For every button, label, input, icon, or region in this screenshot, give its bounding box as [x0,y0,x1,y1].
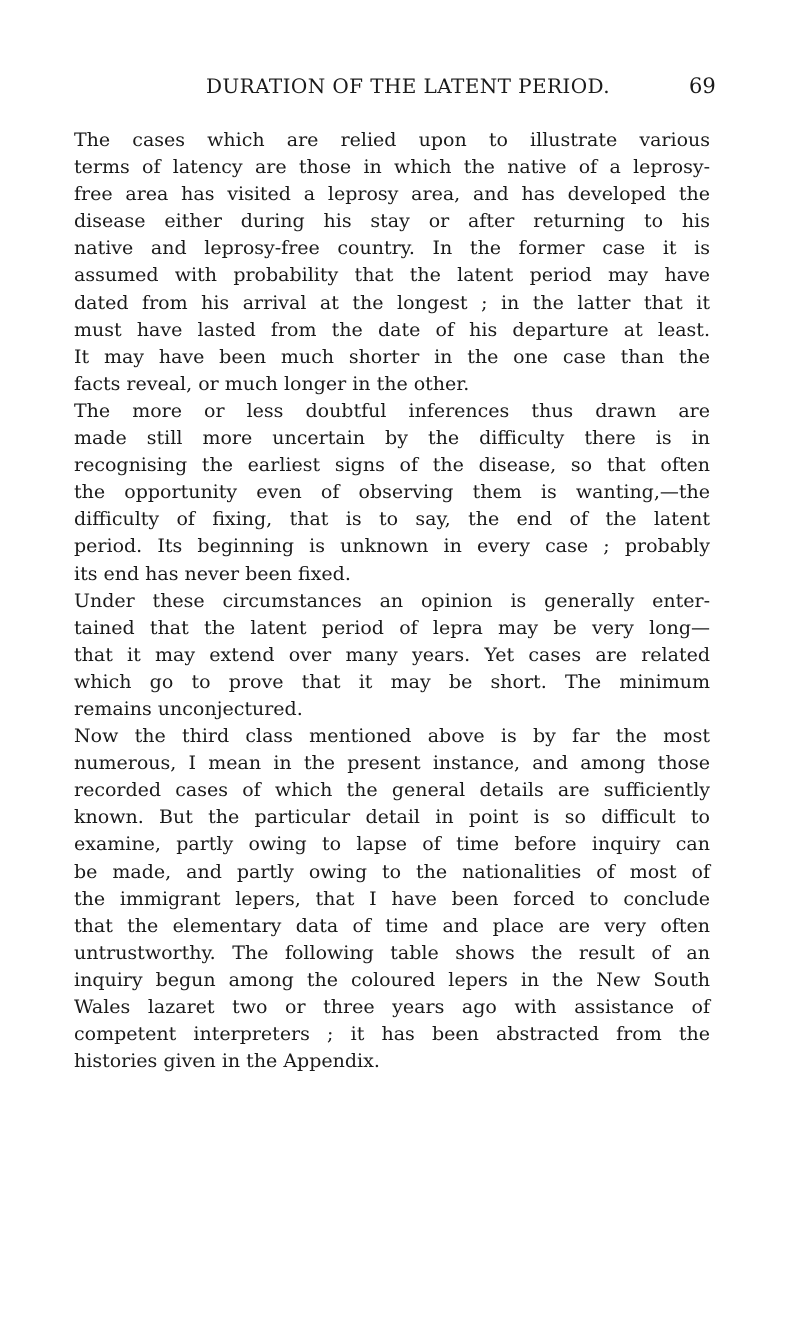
text-line: examine, partly owing to lapse of time before inquiry can [74,833,710,856]
text-line: the immigrant lepers, that I have been forced to conclude [74,887,710,910]
text-line: It may have been much shorter in the one case than the [74,345,710,368]
text-line: native and leprosy-free country. In the former case it is [74,237,710,260]
text-line: its end has never been fixed. [74,562,351,585]
text-line: Wales lazaret two or three years ago with assistance of [74,996,710,1018]
text-line: period. Its beginning is unknown in every case ; probably [74,535,710,558]
text-line: The cases which are relied upon to illustrate various [74,129,710,151]
text-line: known. But the particular detail in point is so difficult to [74,806,710,829]
text-line: assumed with probability that the latent period may have [74,264,710,287]
text-line: remains unconjectured. [74,697,303,720]
text-line: dated from his arrival at the longest ; in the latter that it [74,291,710,314]
text-line: made still more uncertain by the difficulty there is in [74,427,710,450]
text-line: which go to prove that it may be short. The minimum [74,670,710,693]
text-line: the opportunity even of observing them is wanting,—the [74,481,710,504]
text-line: terms of latency are those in which the native of a leprosy- [74,156,710,179]
text-line: numerous, I mean in the present instance, and among those [74,752,710,775]
text-line: Under these circumstances an opinion is generally enter- [74,589,710,612]
text-line: that the elementary data of time and place are very often [74,914,710,937]
running-title: DURATION OF THE LATENT PERIOD. [205,74,611,98]
text-line: difficulty of fixing, that is to say, the end of the latent [74,508,710,531]
text-line: be made, and partly owing to the nationalities of most of [74,860,710,883]
page-number: 69 [689,74,716,98]
body-text [74,127,710,1075]
text-line: The more or less doubtful inferences thus drawn are [74,399,710,422]
text-line: facts reveal, or much longer in the other. [74,372,470,395]
text-line: recorded cases of which the general details are sufficiently [74,779,710,802]
text-line: untrustworthy. The following table shows the result of an [74,941,710,964]
text-line: disease either during his stay or after returning to his [74,210,710,233]
text-line: inquiry begun among the coloured lepers in the New South [74,968,710,991]
text-line: histories given in the Appendix. [74,1050,380,1073]
text-line: Now the third class mentioned above is by far the most [74,725,710,748]
text-line: recognising the earliest signs of the disease, so that often [74,454,710,477]
text-line: must have lasted from the date of his departure at least. [74,318,710,341]
text-line: tained that the latent period of lepra may be very long— [74,616,710,639]
text-line: free area has visited a leprosy area, and has developed the [74,183,710,206]
text-line: that it may extend over many years. Yet cases are related [74,643,710,666]
text-line: competent interpreters ; it has been abstracted from the [74,1023,710,1046]
